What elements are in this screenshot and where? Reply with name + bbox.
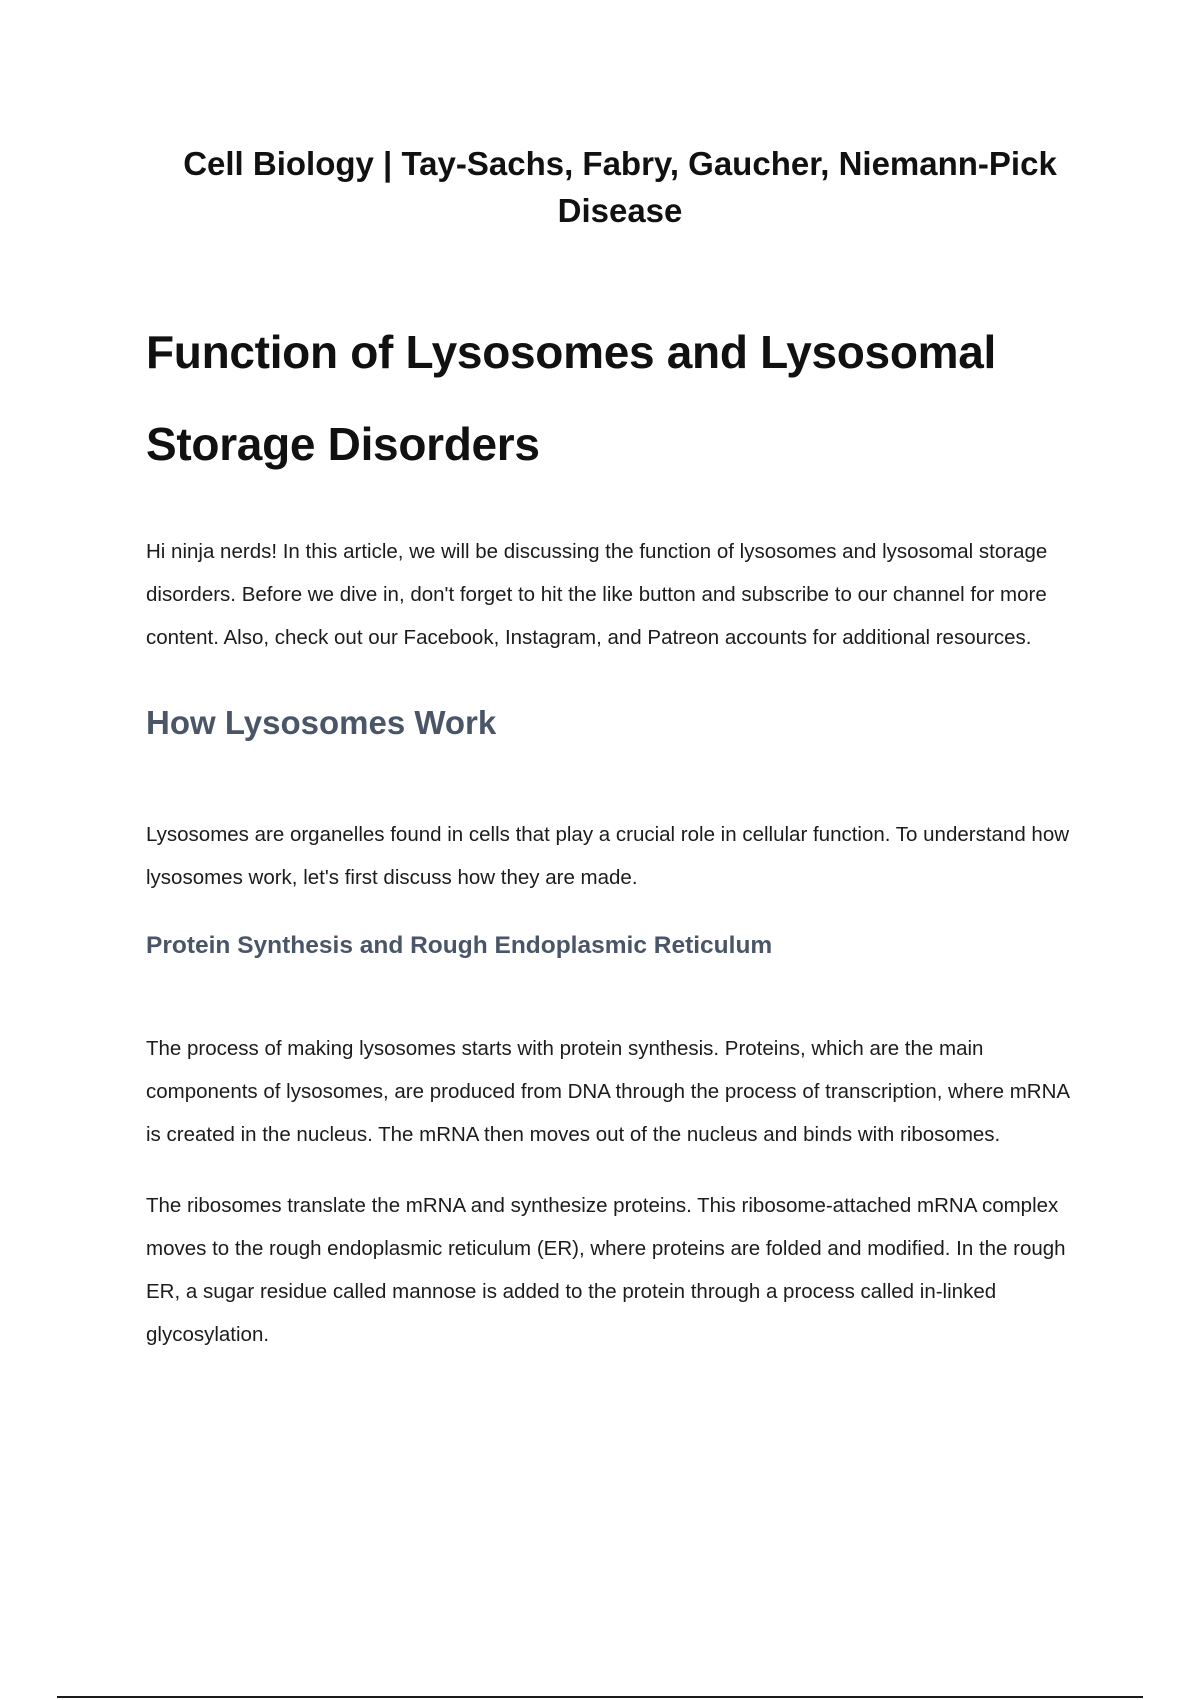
article-body xyxy=(146,306,1086,1356)
footer-divider xyxy=(57,1696,1143,1698)
intro-paragraph: Hi ninja nerds! In this article, we will be discussing the function of lysosomes and lysosomal storage disorders. Before we dive in, don't forget to hit the like button and subscribe to our channel for more content. Also, check out our Facebook, Instagram, and Patreon accounts for additional resources. xyxy=(146,540,1048,649)
subsection-paragraph-2: The ribosomes translate the mRNA and synthesize proteins. This ribosome-attached mRNA complex moves to the rough endoplasmic reticulum (ER), where proteins are folded and modified. In the rough ER, a sugar residue called mannose is added to the protein through a process called in-linked glycosylation. xyxy=(146,1194,1066,1346)
subsection-heading-protein-synthesis: Protein Synthesis and Rough Endoplasmic Reticulum xyxy=(146,932,773,959)
subsection-paragraph-1: The process of making lysosomes starts with protein synthesis. Proteins, which are the main components of lysosomes, are produced from DNA through the process of transcription, where mRNA is created in the nucleus. The mRNA then moves out of the nucleus and binds with ribosomes. xyxy=(146,1037,1069,1146)
section-paragraph: Lysosomes are organelles found in cells that play a crucial role in cellular function. To understand how lysosomes work, let's first discuss how they are made. xyxy=(146,823,1070,889)
article-heading: Function of Lysosomes and Lysosomal Storage Disorders xyxy=(146,326,997,470)
section-heading-how-lysosomes-work: How Lysosomes Work xyxy=(146,704,497,741)
document-title: Cell Biology | Tay-Sachs, Fabry, Gaucher, Niemann-Pick Disease xyxy=(183,145,1057,229)
